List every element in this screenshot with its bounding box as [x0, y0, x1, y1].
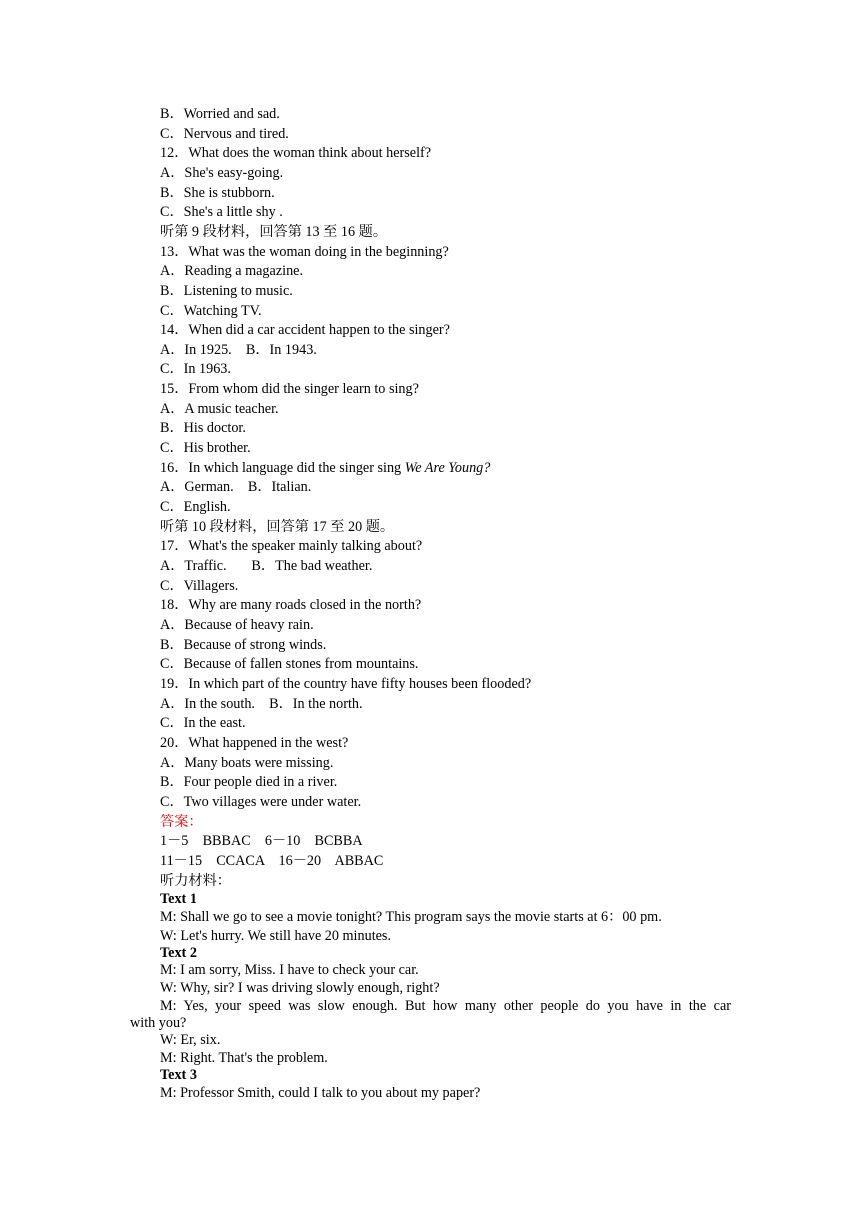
- q16-question-text: 16．In which language did the singer sing: [160, 460, 405, 476]
- text-1-heading: Text 1: [160, 891, 197, 907]
- q13-question: 13．What was the woman doing in the beginning?: [160, 244, 449, 260]
- q12-option-b: B．She is stubborn.: [160, 185, 275, 201]
- text-2-line-5: M: Right. That's the problem.: [160, 1050, 328, 1066]
- q12-question: 12．What does the woman think about herself?: [160, 145, 432, 161]
- song-title: We Are Young?: [404, 460, 491, 476]
- q18-option-c: C．Because of fallen stones from mountains.: [160, 656, 419, 672]
- q13-option-a: A．Reading a magazine.: [160, 263, 304, 279]
- answer-label: 答案：: [160, 814, 203, 830]
- answer-key-line-2: 11－15 CCACA 16－20 ABBAC: [160, 853, 384, 869]
- text-1-line-2: W: Let's hurry. We still have 20 minutes.: [160, 928, 391, 944]
- q20-option-a: A．Many boats were missing.: [160, 755, 334, 771]
- section-9-instruction: 听第 9 段材料，回答第 13 至 16 题。: [160, 224, 388, 240]
- q16-question: [160, 459, 490, 477]
- answer-key-line-1: 1－5 BBBAC 6－10 BCBBA: [160, 833, 363, 849]
- q13-option-c: C．Watching TV.: [160, 303, 262, 319]
- text-2-heading: Text 2: [160, 945, 197, 961]
- section-10-instruction: 听第 10 段材料，回答第 17 至 20 题。: [160, 519, 395, 535]
- q15-question: 15．From whom did the singer learn to sing?: [160, 381, 419, 397]
- q18-question: 18．Why are many roads closed in the north?: [160, 597, 422, 613]
- q14-question: 14．When did a car accident happen to the singer?: [160, 322, 450, 338]
- q19-options-ab: A．In the south. B．In the north.: [160, 696, 363, 712]
- q11-option-b: B．Worried and sad.: [160, 106, 280, 122]
- q17-option-c: C．Villagers.: [160, 578, 239, 594]
- text-2-line-3: M: Yes, your speed was slow enough. But how many other people do you have in the car: [160, 998, 731, 1014]
- text-2-line-4: W: Er, six.: [160, 1032, 221, 1048]
- q20-option-c: C．Two villages were under water.: [160, 794, 362, 810]
- q20-option-b: B．Four people died in a river.: [160, 774, 338, 790]
- text-2-line-1: M: I am sorry, Miss. I have to check your car.: [160, 962, 419, 978]
- text-3-line-1: M: Professor Smith, could I talk to you about my paper?: [160, 1085, 481, 1101]
- q12-option-a: A．She's easy-going.: [160, 165, 284, 181]
- q20-question: 20．What happened in the west?: [160, 735, 349, 751]
- q11-option-c: C．Nervous and tired.: [160, 126, 289, 142]
- q18-option-a: A．Because of heavy rain.: [160, 617, 314, 633]
- q14-option-c: C．In 1963.: [160, 361, 231, 377]
- q16-options-ab: A．German. B．Italian.: [160, 479, 312, 495]
- q19-option-c: C．In the east.: [160, 715, 246, 731]
- q12-option-c: C．She's a little shy .: [160, 204, 283, 220]
- q16-option-c: C．English.: [160, 499, 231, 515]
- q18-option-b: B．Because of strong winds.: [160, 637, 327, 653]
- q15-option-a: A．A music teacher.: [160, 401, 279, 417]
- text-3-heading: Text 3: [160, 1067, 197, 1083]
- q15-option-b: B．His doctor.: [160, 420, 246, 436]
- text-1-line-1: M: Shall we go to see a movie tonight? This program says the movie starts at 6：00 pm.: [160, 909, 662, 925]
- q13-option-b: B．Listening to music.: [160, 283, 293, 299]
- q17-question: 17．What's the speaker mainly talking about?: [160, 538, 423, 554]
- q14-options-ab: A．In 1925. B．In 1943.: [160, 342, 317, 358]
- text-2-line-3-cont: with you?: [130, 1015, 187, 1031]
- q17-options-ab: A．Traffic. B．The bad weather.: [160, 558, 373, 574]
- text-2-line-2: W: Why, sir? I was driving slowly enough, right?: [160, 980, 440, 996]
- q19-question: 19．In which part of the country have fifty houses been flooded?: [160, 676, 532, 692]
- q15-option-c: C．His brother.: [160, 440, 251, 456]
- transcript-label: 听力材料：: [160, 873, 231, 889]
